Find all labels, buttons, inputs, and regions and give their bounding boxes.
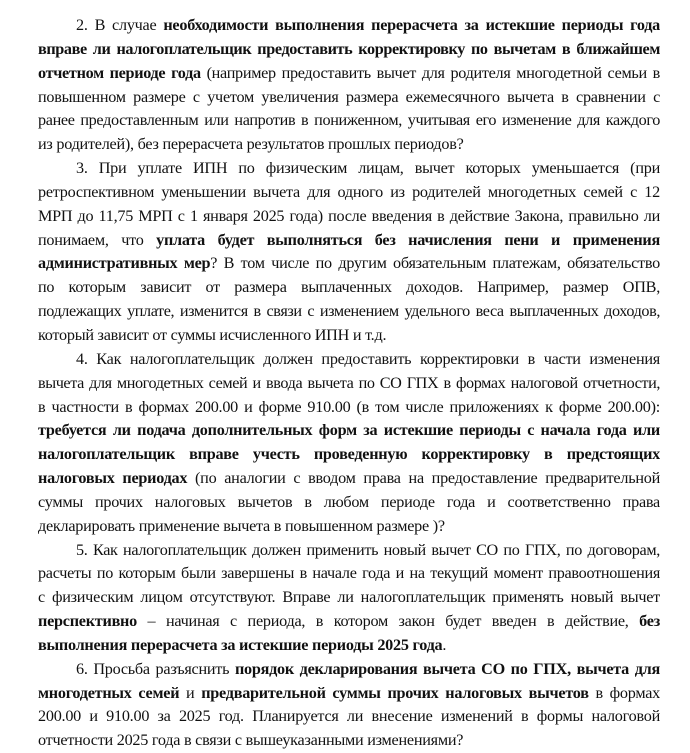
text: с физическим лицом отсутствуют. Вправе ли налогоплательщик применять новый вычет <box>38 588 660 607</box>
text-line <box>38 372 660 396</box>
text: расчеты по которым были завершены в начале года и на текущий момент правоотношения <box>38 564 660 583</box>
text-line <box>38 86 660 110</box>
paragraph-4 <box>38 348 660 539</box>
text: ? В том числе по другим обязательным платежам, обязательство <box>210 254 660 273</box>
text-line <box>38 634 660 658</box>
text: (по аналогии с вводом права на предоставление предварительной <box>187 469 660 488</box>
text-line <box>38 539 660 563</box>
bold-text: отчетном периоде года <box>38 63 201 82</box>
text-line <box>38 515 660 539</box>
text-line <box>38 658 660 682</box>
text: который зависит от суммы исчисленного ИПН и т.д. <box>38 325 387 344</box>
text: в частности в формах 200.00 и форме 910.00 (в том числе приложениях к форме 200.00): <box>38 397 660 416</box>
text-line <box>38 443 660 467</box>
bold-text: необходимости выполнения перерасчета за истекшие периоды года <box>163 16 660 34</box>
text-line <box>38 682 660 706</box>
text-line <box>38 205 660 229</box>
text-line <box>38 157 660 181</box>
text: – начиная с периода, в котором закон будет введен в действие, <box>136 612 640 631</box>
bold-text: административных мер <box>38 254 211 273</box>
paragraph-6 <box>38 658 660 753</box>
text-line <box>38 729 660 753</box>
text-line <box>38 229 660 253</box>
bold-text: налогоплательщик вправе учесть проведенную корректировку в предстоящих <box>38 445 660 464</box>
text: МРП до 11,75 МРП с 1 января 2025 года) после введения в действие Закона, правильно ли <box>38 206 660 225</box>
text-line <box>38 300 660 324</box>
text-line <box>38 419 660 443</box>
text: подлежащих уплате, изменится в связи с изменением удельного веса выплаченных доходов, <box>38 302 660 321</box>
bold-text: перспективно <box>38 612 137 631</box>
bold-text: налоговых периодах <box>38 469 188 488</box>
text-line <box>38 38 660 62</box>
bold-text: требуется ли подача дополнительных форм за истекшие периоды с начала года или <box>38 421 660 440</box>
text-line <box>38 586 660 610</box>
text: и <box>179 683 202 702</box>
text: (например предоставить вычет для родителя многодетной семьи в <box>200 63 660 82</box>
bold-text: выполнения перерасчета за истекшие периоды 2025 года <box>38 635 443 654</box>
bold-text: вправе ли налогоплательщик предоставить корректировку по вычетам в ближайшем <box>38 39 660 58</box>
bold-text: без <box>639 612 660 631</box>
text: вычета для многодетных семей и ввода вычета по СО ГПХ в формах налоговой отчетности, <box>38 373 660 392</box>
bold-text: предварительной суммы прочих налоговых вычетов <box>201 683 589 702</box>
paragraph-2 <box>38 14 660 157</box>
text-line <box>38 491 660 515</box>
text-line <box>38 610 660 634</box>
text: отчетности 2025 года в связи с вышеуказанными изменениями? <box>38 731 464 750</box>
text: 5. Как налогоплательщик должен применить новый вычет СО по ГПХ, по договорам, <box>76 540 660 559</box>
bold-text: многодетных семей <box>38 683 180 702</box>
text: ранее предоставленным или напротив в пониженном, учитывая его изменение для каждого <box>38 111 660 130</box>
text-line <box>38 14 660 38</box>
text: декларировать применение вычета в повышенном размере )? <box>38 516 445 535</box>
text-line <box>38 109 660 133</box>
paragraph-5 <box>38 539 660 658</box>
text-line <box>38 252 660 276</box>
text: 3. При уплате ИПН по физическим лицам, вычет которых уменьшается (при <box>76 159 660 178</box>
text-line <box>38 324 660 348</box>
bold-text: порядок декларирования вычета СО по ГПХ, вычета для <box>234 659 660 678</box>
text: по которым зависит от размера выплаченных доходов. Например, размер ОПВ, <box>38 278 660 297</box>
paragraph-3 <box>38 157 660 348</box>
bold-text: уплата будет выполняться без начисления пени и применения <box>156 230 660 249</box>
text-line <box>38 562 660 586</box>
text-line <box>38 276 660 300</box>
text: 200.00 и 910.00 за 2025 год. Планируется ли внесение изменений в формы налоговой <box>38 707 660 726</box>
text: 6. Просьба разъяснить <box>76 659 235 678</box>
document-page <box>38 14 660 753</box>
text: из родителей), без перерасчета результатов прошлых периодов? <box>38 135 464 154</box>
text: в формах <box>588 683 660 702</box>
text-line <box>38 396 660 420</box>
text-line <box>38 348 660 372</box>
text-line <box>38 62 660 86</box>
text-line <box>38 467 660 491</box>
text-line <box>38 181 660 205</box>
text-line <box>38 705 660 729</box>
text: ретроспективном уменьшении вычета для одного из родителей многодетных семей с 12 <box>38 182 660 201</box>
text: 4. Как налогоплательщик должен предоставить корректировки в части изменения <box>76 349 660 368</box>
text: 2. В случае <box>76 16 164 34</box>
text: понимаем, что <box>38 230 157 249</box>
text: суммы прочих налоговых вычетов в любом периоде года и соответственно права <box>38 492 660 511</box>
text: . <box>442 635 447 654</box>
text: повышенном размере с учетом увеличения размера ежемесячного вычета в сравнении с <box>38 87 660 106</box>
text-line <box>38 133 660 157</box>
